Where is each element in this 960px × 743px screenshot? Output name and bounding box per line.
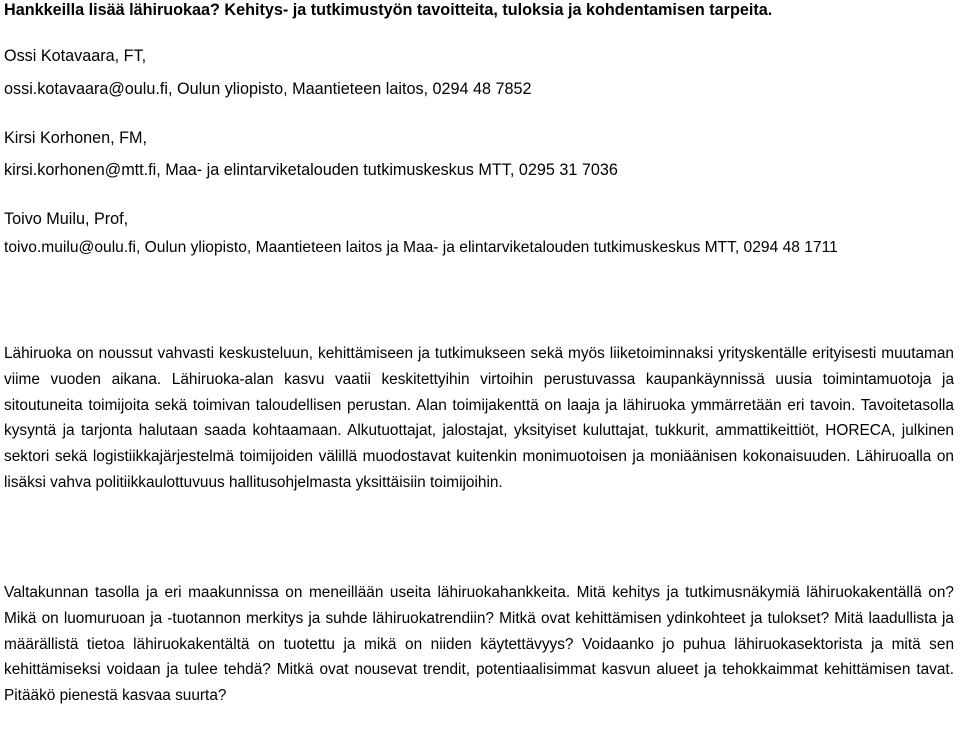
body-paragraph-2: Valtakunnan tasolla ja eri maakunnissa on meneillään useita lähiruokahankkeita. Mitä kehitys ja tutkimusnäkymiä lähiruokakentällä on? Mikä on luomuruoan ja -tuotannon merkitys ja suhde lähiruokatrendiin? Mitkä ovat kehittämisen ydinkohteet ja tulokset? Mitä laadullista ja määrällistä tietoa lähiruokakentältä on tuotettu ja mikä on niiden käytettävyys? Voidaanko jo puhua lähiruokasektorista ja mitä sen kehittämiseksi voidaan ja tulee tehdä? Mitkä ovat nousevat trendit, potentiaalisimmat kasvun alueet ja tehokkaimmat kehittämisen tavat. Pitääkö pienestä kasvaa suurta? [4,584,954,705]
author-1-contact: ossi.kotavaara@oulu.fi, Oulun yliopisto, Maantieteen laitos, 0294 48 7852 [4,80,532,98]
author-3-name: Toivo Muilu, Prof, [4,210,129,228]
author-2-name: Kirsi Korhonen, FM, [4,129,148,147]
body-paragraph-1: Lähiruoka on noussut vahvasti keskusteluun, kehittämiseen ja tutkimukseen sekä myös liiketoiminnaksi yrityskentälle erityisesti muutaman viime vuoden aikana. Lähiruoka-alan kasvu vaatii keskitettyihin virtoihin perustuvassa kaupankäynnissä uusia toimintamuotoja ja sitoutuneita toimijoita sekä toimivan taloudellisen perustan. Alan toimijakenttä on laaja ja lähiruoka ymmärretään eri tavoin. Tavoitetasolla kysyntä ja tarjonta halutaan saada kohtaamaan. Alkutuottajat, jalostajat, yksityiset kuluttajat, tukkurit, ammattikeittiöt, HORECA, julkinen sektori sekä logistiikkajärjestelmä toimijoiden välillä muodostavat kuitenkin monimuotoisen ja moniäänisen kokonaisuuden. Lähiruoalla on lisäksi vahva politiikkaulottuvuus hallitusohjelmasta yksittäisiin toimijoihin. [4,345,954,491]
author-2-contact: kirsi.korhonen@mtt.fi, Maa- ja elintarviketalouden tutkimuskeskus MTT, 0295 31 7036 [4,161,618,179]
author-3-contact: toivo.muilu@oulu.fi, Oulun yliopisto, Maantieteen laitos ja Maa- ja elintarviketalouden tutkimuskeskus MTT, 0294 48 1711 [4,239,838,256]
author-1-name: Ossi Kotavaara, FT, [4,47,147,65]
document-title: Hankkeilla lisää lähiruokaa? Kehitys- ja tutkimustyön tavoitteita, tuloksia ja kohdentamisen tarpeita. [4,1,773,19]
